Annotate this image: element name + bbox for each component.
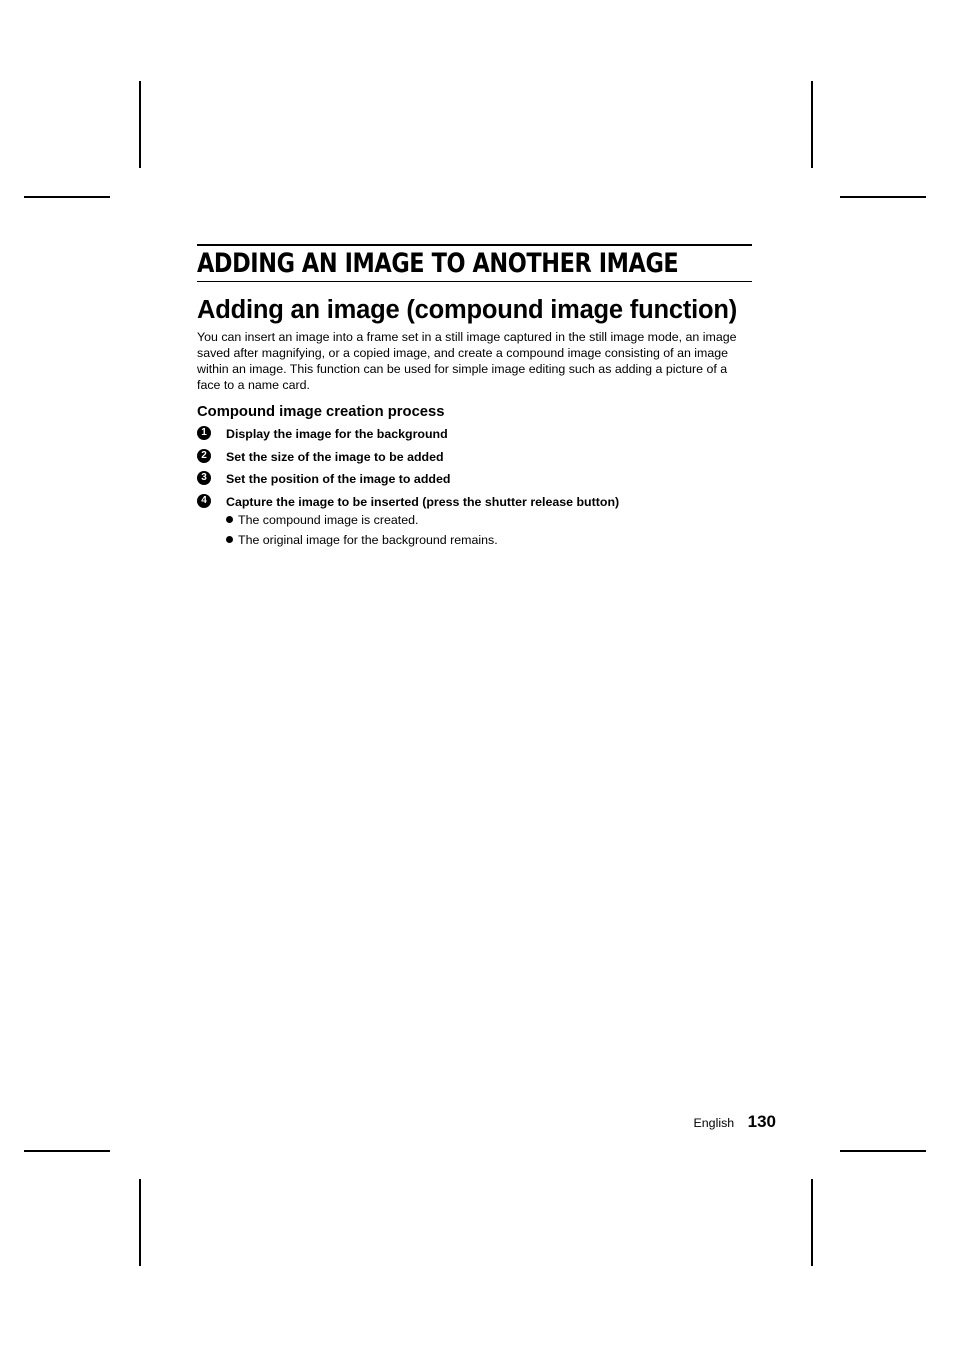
step-item xyxy=(197,426,752,442)
crop-mark-bottom-right-vertical xyxy=(811,1179,813,1266)
crop-mark-top-right-horizontal xyxy=(840,196,926,198)
step-text: Capture the image to be inserted (press the shutter release button) xyxy=(226,494,620,509)
crop-mark-bottom-left-horizontal xyxy=(24,1150,110,1152)
note-item xyxy=(226,512,752,528)
page-content xyxy=(197,244,752,554)
page-number: 130 xyxy=(747,1112,776,1131)
step-item xyxy=(197,471,752,487)
step-notes xyxy=(226,512,752,548)
step-item xyxy=(197,449,752,465)
footer-language: English xyxy=(693,1116,735,1130)
step-item xyxy=(197,494,752,548)
process-title: Compound image creation process xyxy=(197,404,445,420)
bullet-icon xyxy=(226,536,233,543)
step-number-icon: 3 xyxy=(197,471,211,485)
note-item xyxy=(226,532,752,548)
note-text: The compound image is created. xyxy=(238,512,419,527)
step-number-icon: 4 xyxy=(197,494,211,508)
intro-paragraph: You can insert an image into a frame set in a still image captured in the still image mode, an image saved after magnifying, or a copied image, and create a compound image consisting of an image within an image. This function can be used for simple image editing such as adding a picture of a face to a name card. xyxy=(197,330,737,392)
crop-mark-top-right-vertical xyxy=(811,81,813,168)
crop-mark-bottom-right-horizontal xyxy=(840,1150,926,1152)
step-text: Set the position of the image to added xyxy=(226,472,451,486)
step-number-icon: 1 xyxy=(197,426,211,440)
chapter-title: ADDING AN IMAGE TO ANOTHER IMAGE xyxy=(197,248,679,279)
bullet-icon xyxy=(226,516,233,523)
crop-mark-bottom-left-vertical xyxy=(139,1179,141,1266)
step-text: Display the image for the background xyxy=(226,427,448,441)
step-text: Set the size of the image to be added xyxy=(226,449,444,464)
note-text: The original image for the background remains. xyxy=(238,532,498,547)
chapter-heading xyxy=(197,244,752,282)
step-number-icon: 2 xyxy=(197,449,211,463)
crop-mark-top-left-horizontal xyxy=(24,196,110,198)
page-footer xyxy=(694,1112,776,1132)
process-steps xyxy=(197,426,752,548)
section-title: Adding an image (compound image function) xyxy=(197,296,738,324)
crop-mark-top-left-vertical xyxy=(139,81,141,168)
